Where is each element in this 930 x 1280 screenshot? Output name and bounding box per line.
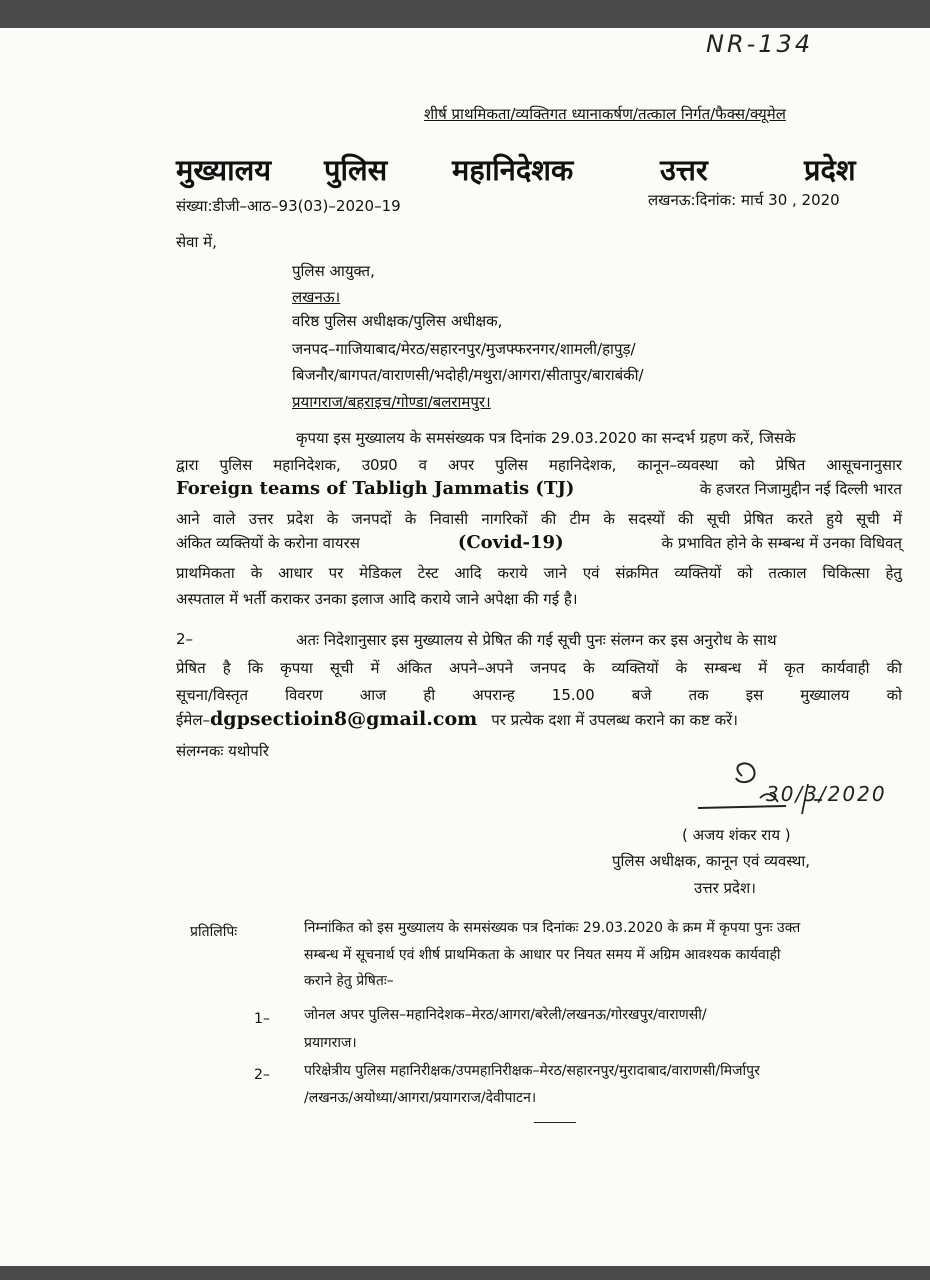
recipient-line-6: प्रयागराज/बहराइच/गोण्डा/बलरामपुर। (292, 393, 491, 411)
priority-line: शीर्ष प्राथमिकता/व्यक्तिगत ध्यानाकर्षण/तत्काल निर्गत/फैक्स/क्यूमेल (424, 105, 786, 123)
para1-line-4: आने वाले उत्तर प्रदेश के जनपदों के निवासी नागरिकों की टीम के सदस्यों की सूची प्रेषित करते हुये सूची में (176, 510, 902, 528)
para1-line-7: अस्पताल में भर्ती कराकर उनका इलाज आदि कराये जाने अपेक्षा की गई है। (176, 590, 578, 608)
copy-item-1-line-1: जोनल अपर पुलिस–महानिदेशक–मेरठ/आगरा/बरेली/लखनऊ/गोरखपुर/वाराणसी/ (304, 1007, 707, 1023)
copy-item-1-line-2: प्रयागराज। (304, 1035, 357, 1051)
letter-page (0, 28, 930, 1266)
place-date: लखनऊ:दिनांक: मार्च 30 , 2020 (648, 191, 840, 209)
recipient-line-1: पुलिस आयुक्त, (292, 262, 375, 280)
copy-item-1-number: 1– (254, 1011, 270, 1027)
email-address: dgpsectioin8@gmail.com (210, 708, 478, 730)
enclosure-note: संलग्नकः यथोपरि (176, 742, 269, 760)
recipient-line-2: लखनऊ। (292, 288, 341, 306)
recipient-line-5: बिजनौर/बागपत/वाराणसी/भदोही/मथुरा/आगरा/सीतापुर/बाराबंकी/ (292, 366, 644, 384)
copy-item-2-line-2: /लखनऊ/अयोध्या/आगरा/प्रयागराज/देवीपाटन। (304, 1090, 537, 1106)
heading-word-4: उत्तर (660, 153, 708, 187)
email-prefix: ईमेल– (176, 711, 211, 729)
para2-number: 2– (176, 630, 194, 648)
copy-to-line-3: कराने हेतु प्रेषितः– (304, 973, 394, 989)
para1-line-1: कृपया इस मुख्यालय के समसंख्यक पत्र दिनांक 29.03.2020 का सन्दर्भ ग्रहण करें, जिसके (296, 429, 796, 447)
bottom-dark-border (0, 1266, 930, 1280)
para1-line-3 (176, 478, 902, 499)
copy-to-line-2: सम्बन्ध में सूचनार्थ एवं शीर्ष प्राथमिकता के आधार पर नियत समय में अग्रिम आवश्यक कार्यवाही (304, 947, 781, 963)
para2-line-3: सूचना/विस्तृत विवरण आज ही अपरान्ह 15.00 बजे तक इस मुख्यालय को (176, 686, 902, 704)
heading-word-1: मुख्यालय (176, 153, 272, 187)
para1-line-5-a: अंकित व्यक्तियों के करोना वायरस (176, 534, 360, 552)
recipient-line-4: जनपद–गाजियाबाद/मेरठ/सहारनपुर/मुजफ्फरनगर/शामली/हापुड़/ (292, 340, 636, 358)
signatory-state: उत्तर प्रदेश। (694, 879, 756, 897)
para2-line-4-rest: पर प्रत्येक दशा में उपलब्ध कराने का कष्ट करें। (491, 711, 738, 729)
para1-line-5-b: के प्रभावित होने के सम्बन्ध में उनका विधिवत् (661, 534, 902, 552)
signature-date-handwritten: 30/3/2020 (766, 782, 887, 806)
copy-to-line-1: निम्नांकित को इस मुख्यालय के समसंख्यक पत्र दिनांकः 29.03.2020 के क्रम में कृपया पुनः उक्त (304, 920, 801, 936)
para1-bold-phrase: Foreign teams of Tabligh Jammatis (TJ) (176, 478, 575, 499)
para1-line-5 (176, 532, 902, 553)
handwritten-reference: NR-134 (706, 30, 814, 58)
recipient-line-3: वरिष्ठ पुलिस अधीक्षक/पुलिस अधीक्षक, (292, 312, 503, 330)
signatory-designation: पुलिस अधीक्षक, कानून एवं व्यवस्था, (612, 852, 811, 870)
para1-covid: (Covid-19) (457, 532, 564, 553)
heading-word-2: पुलिस (324, 153, 388, 187)
copy-item-2-number: 2– (254, 1067, 270, 1083)
para2-line-2: प्रेषित है कि कृपया सूची में अंकित अपने–अपने जनपद के व्यक्तियों के सम्बन्ध में कृत कार्यवाही की (176, 659, 902, 677)
para1-line-6: प्राथमिकता के आधार पर मेडिकल टेस्ट आदि कराये जाने एवं संक्रमित व्यक्तियों को तत्काल चिकित्सा हेतु (176, 564, 902, 582)
closing-rule (534, 1122, 576, 1123)
copy-to-label: प्रतिलिपिः (190, 924, 238, 940)
copy-item-2-line-1: परिक्षेत्रीय पुलिस महानिरीक्षक/उपमहानिरीक्षक–मेरठ/सहारनपुर/मुरादाबाद/वाराणसी/मिर्जापुर (304, 1063, 760, 1079)
para2-line-1: अतः निदेशानुसार इस मुख्यालय से प्रेषित की गई सूची पुनः संलग्न कर इस अनुरोध के साथ (296, 631, 777, 649)
top-dark-border (0, 0, 930, 28)
reference-number: संख्या:डीजी–आठ–93(03)–2020–19 (176, 197, 401, 215)
para1-line-3-rest: के हजरत निजामुद्दीन नई दिल्ली भारत (699, 480, 902, 498)
heading-word-5: प्रदेश (804, 153, 856, 187)
salutation: सेवा में, (176, 233, 217, 251)
para1-line-2: द्वारा पुलिस महानिदेशक, उ0प्र0 व अपर पुलिस महानिदेशक, कानून–व्यवस्था को प्रेषित आसूचनानुसार (176, 456, 902, 474)
para2-line-4 (176, 708, 738, 730)
heading-word-3: महानिदेशक (452, 153, 574, 187)
signatory-name: ( अजय शंकर राय ) (682, 826, 791, 844)
